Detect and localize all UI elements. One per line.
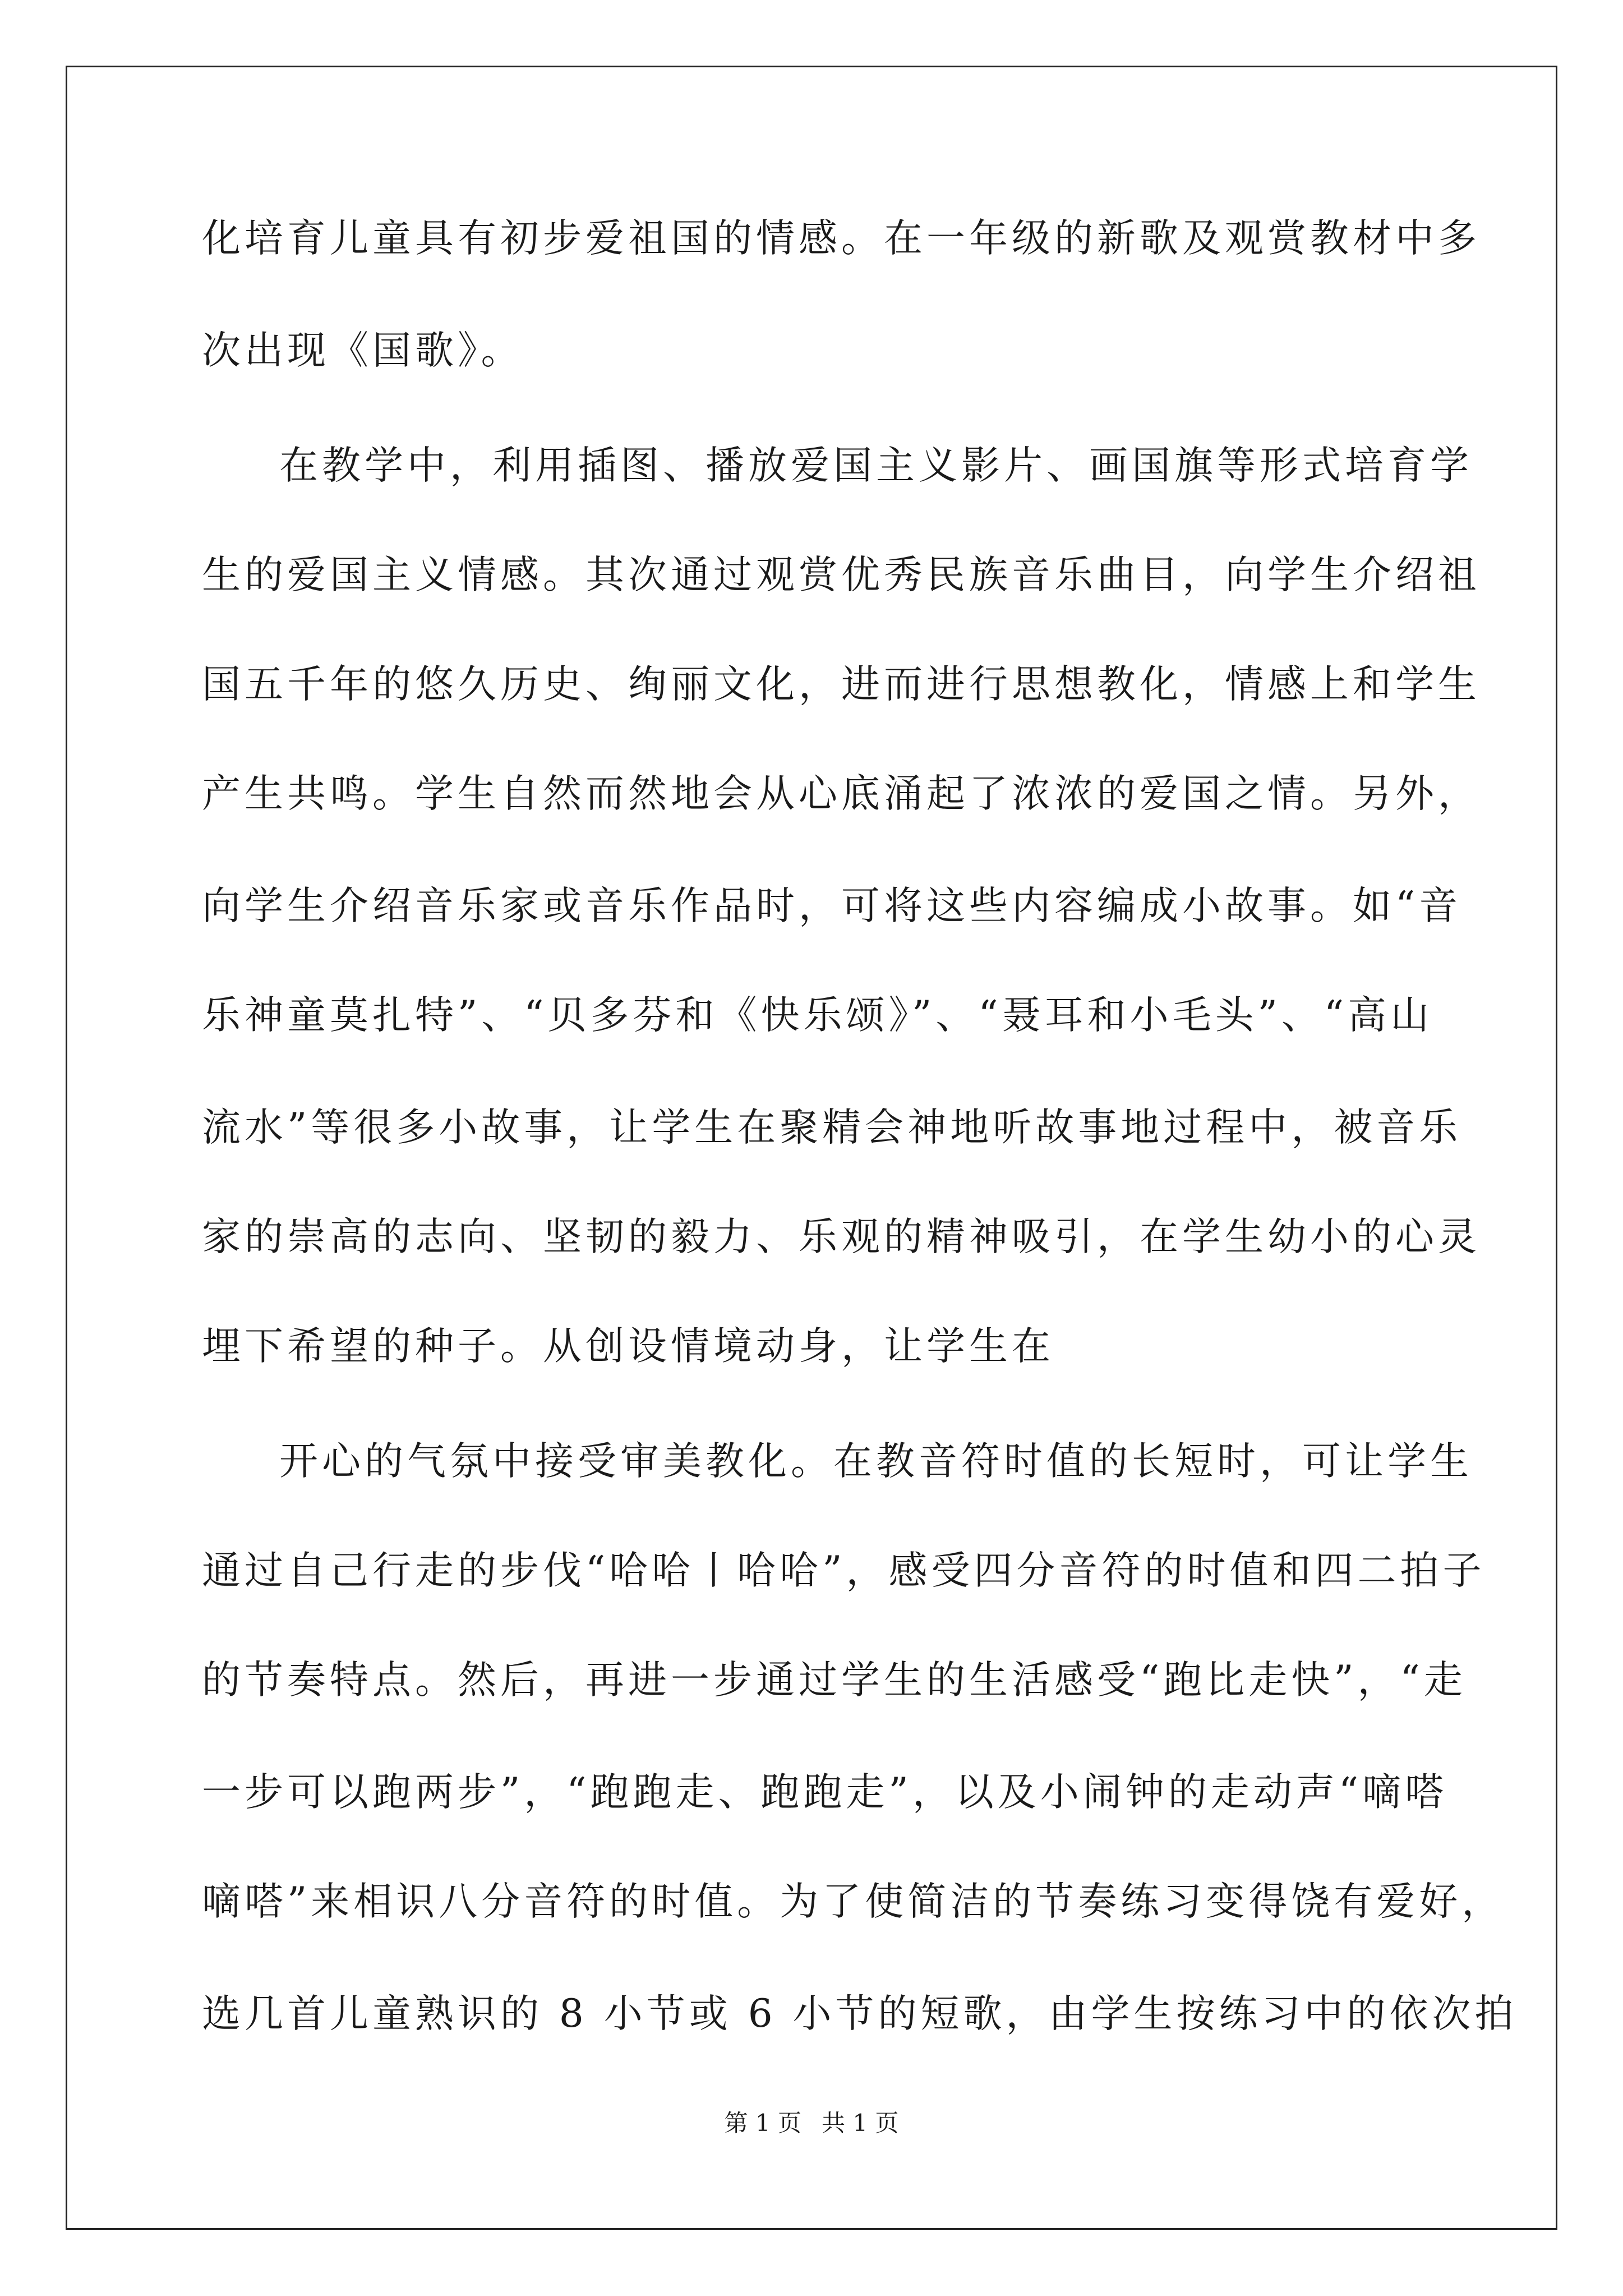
text-line: 向学生介绍音乐家或音乐作品时，可将这些内容编成小故事。如“音 xyxy=(202,884,1462,928)
paragraph-start-line: 在教学中，利用插图、播放爱国主义影片、画国旗等形式培育学 xyxy=(279,443,1473,488)
text-line: 嘀嗒”来相识八分音符的时值。为了使简洁的节奏练习变得饶有爱好， xyxy=(202,1879,1505,1924)
text-line: 通过自己行走的步伐“哈哈丨哈哈”，感受四分音符的时值和四二拍子 xyxy=(202,1548,1486,1593)
text-line: 化培育儿童具有初步爱祖国的情感。在一年级的新歌及观赏教材中多 xyxy=(202,216,1481,261)
page-number: 第 1 页 xyxy=(724,2109,801,2137)
text-line: 家的崇高的志向、坚韧的毅力、乐观的精神吸引，在学生幼小的心灵 xyxy=(202,1214,1481,1259)
text-line: 选几首儿童熟识的 8 小节或 6 小节的短歌，由学生按练习中的依次拍 xyxy=(202,1991,1518,2036)
text-line: 流水”等很多小故事，让学生在聚精会神地听故事地过程中，被音乐 xyxy=(202,1105,1462,1150)
page-total: 共 1 页 xyxy=(822,2109,899,2137)
paragraph-start-line: 开心的气氛中接受审美教化。在教音符时值的长短时，可让学生 xyxy=(279,1439,1473,1484)
text-line: 次出现《国歌》。 xyxy=(202,328,524,373)
text-line: 的节奏特点。然后，再进一步通过学生的生活感受“跑比走快”，“走 xyxy=(202,1658,1467,1703)
text-line: 一步可以跑两步”，“跑跑走、跑跑走”，以及小闹钟的走动声“嘀嗒 xyxy=(202,1770,1448,1815)
text-line: 国五千年的悠久历史、绚丽文化，进而进行思想教化，情感上和学生 xyxy=(202,662,1481,707)
text-line: 生的爱国主义情感。其次通过观赏优秀民族音乐曲目，向学生介绍祖 xyxy=(202,553,1481,597)
text-line: 乐神童莫扎特”、“贝多芬和《快乐颂》”、“聂耳和小毛头”、“高山 xyxy=(202,993,1433,1038)
text-line: 埋下希望的种子。从创设情境动身，让学生在 xyxy=(202,1324,1054,1369)
page-footer xyxy=(0,2109,1623,2137)
text-line: 产生共鸣。学生自然而然地会从心底涌起了浓浓的爱国之情。另外， xyxy=(202,771,1481,816)
